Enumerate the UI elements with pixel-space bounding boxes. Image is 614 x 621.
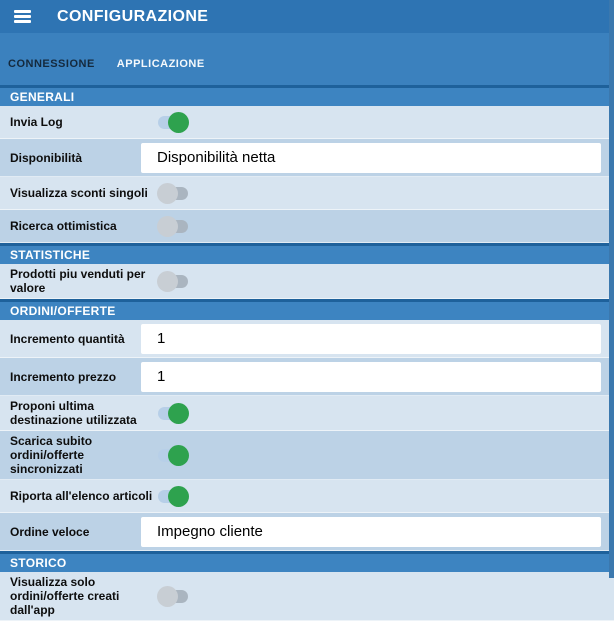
setting-label: Proponi ultima destinazione utilizzata	[10, 399, 137, 427]
toggle-knob	[157, 586, 178, 607]
menu-icon[interactable]	[14, 10, 31, 23]
settings-row	[0, 210, 614, 243]
tab-bar	[0, 33, 614, 85]
settings-row	[0, 264, 614, 299]
setting-label: Disponibilità	[10, 150, 82, 165]
settings-row	[0, 139, 614, 177]
section-header: STORICO	[0, 551, 614, 572]
setting-label: Incremento prezzo	[10, 369, 117, 384]
setting-label: Visualizza sconti singoli	[10, 186, 148, 200]
toggle-switch[interactable]	[158, 216, 188, 237]
settings-row	[0, 572, 614, 621]
section-header: GENERALI	[0, 85, 614, 106]
toggle-knob	[168, 445, 189, 466]
scrollbar[interactable]	[609, 0, 614, 578]
setting-label: Invia Log	[10, 115, 63, 129]
toggle-knob	[168, 403, 189, 424]
settings-row	[0, 396, 614, 431]
toggle-switch[interactable]	[158, 112, 188, 133]
toggle-knob	[157, 271, 178, 292]
tab-applicazione[interactable]: APPLICAZIONE	[116, 58, 205, 70]
toggle-switch[interactable]	[158, 403, 188, 424]
section-header: ORDINI/OFFERTE	[0, 299, 614, 320]
setting-label: Ricerca ottimistica	[10, 219, 117, 233]
settings-row	[0, 177, 614, 210]
toggle-switch[interactable]	[158, 271, 188, 292]
toggle-switch[interactable]	[158, 445, 188, 466]
settings-row	[0, 320, 614, 358]
section-header: STATISTICHE	[0, 243, 614, 264]
toggle-switch[interactable]	[158, 183, 188, 204]
settings-row	[0, 480, 614, 513]
setting-label: Visualizza solo ordini/offerte creati dall'app	[10, 575, 120, 617]
setting-label: Prodotti piu venduti per valore	[10, 267, 146, 295]
settings-list	[0, 85, 614, 621]
toggle-knob	[157, 216, 178, 237]
settings-row	[0, 106, 614, 139]
settings-row	[0, 513, 614, 551]
setting-label: Scarica subito ordini/offerte sincronizzati	[10, 434, 93, 476]
toggle-switch[interactable]	[158, 486, 188, 507]
settings-row	[0, 358, 614, 396]
setting-input[interactable]	[141, 324, 601, 354]
setting-input[interactable]	[141, 143, 601, 173]
app-bar	[0, 0, 614, 33]
page-title: CONFIGURAZIONE	[57, 7, 209, 25]
toggle-knob	[168, 112, 189, 133]
toggle-knob	[168, 486, 189, 507]
setting-input[interactable]	[141, 517, 601, 547]
toggle-knob	[157, 183, 178, 204]
setting-label: Riporta all'elenco articoli	[10, 489, 153, 503]
tab-connessione[interactable]: CONNESSIONE	[8, 58, 95, 70]
toggle-switch[interactable]	[158, 586, 188, 607]
setting-input[interactable]	[141, 362, 601, 392]
setting-label: Ordine veloce	[10, 524, 90, 539]
setting-label: Incremento quantità	[10, 331, 125, 346]
settings-row	[0, 431, 614, 480]
